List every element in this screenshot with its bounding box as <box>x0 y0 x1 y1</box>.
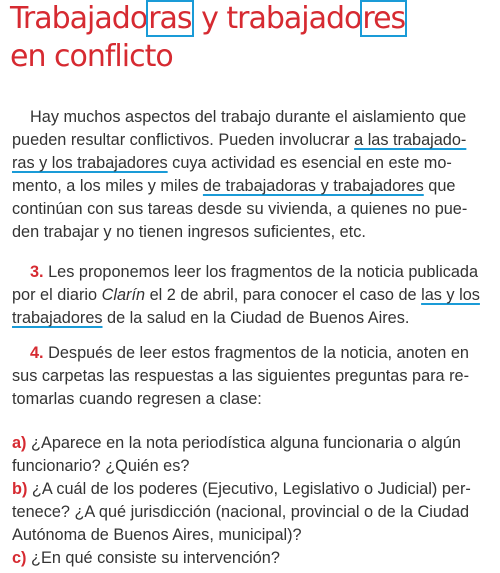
text-span: por el diario <box>12 286 102 304</box>
question-a <box>12 432 488 455</box>
text-line: sus carpetas las respuestas a las siguientes preguntas para re- <box>12 367 470 385</box>
text-span: mento, a los miles y miles <box>12 177 203 195</box>
activity-3 <box>12 261 488 330</box>
intro-paragraph <box>12 106 488 244</box>
activity-4 <box>12 342 488 411</box>
text-span: cuya actividad es esencial en este mo- <box>167 154 452 172</box>
question-letter: c) <box>12 549 27 567</box>
text-line: den trabajar y no tienen ingresos suficientes, etc. <box>12 223 366 241</box>
questions-list <box>12 432 488 570</box>
text-line: Hay muchos aspectos del trabajo durante el aislamiento que <box>30 108 467 126</box>
gender-ending-box: res <box>362 1 406 36</box>
text-span: ¿A cuál de los poderes (Ejecutivo, Legislativo o Judicial) per- <box>27 480 471 498</box>
text-span: ¿Aparece en la nota periodística alguna funcionaria o algún <box>26 434 461 452</box>
text-span: de la salud en la Ciudad de Buenos Aires. <box>102 309 410 327</box>
gender-ending-box: ras <box>148 1 192 36</box>
highlighted-phrase: de trabajadoras y trabajadores <box>202 177 424 195</box>
text-span: Después de leer estos fragmentos de la noticia, anoten en <box>43 344 469 362</box>
text-span: Les proponemos leer los fragmentos de la noticia publicada <box>43 263 479 281</box>
title-line-2: en conflicto <box>10 39 173 74</box>
text-line <box>12 152 488 175</box>
text-line <box>12 342 488 365</box>
title-line-1 <box>10 0 406 38</box>
text-line: Autónoma de Buenos Aires, municipal)? <box>12 526 302 544</box>
question-letter: b) <box>12 480 28 498</box>
text-line <box>12 284 488 307</box>
question-b <box>12 478 488 501</box>
text-span: pueden resultar conflictivos. Pueden involucrar <box>12 131 355 149</box>
text-span: el 2 de abril, para conocer el caso de <box>145 286 422 304</box>
text-span: que <box>423 177 456 195</box>
highlighted-phrase: ras y los trabajadores <box>12 154 168 172</box>
question-c <box>12 547 488 570</box>
title-text: y trabajado <box>192 1 362 36</box>
highlighted-phrase: las y los <box>421 286 480 304</box>
page-title <box>10 0 406 76</box>
text-line: funcionario? ¿Quién es? <box>12 457 190 475</box>
activity-number: 3. <box>30 263 44 281</box>
text-line: continúan con sus tareas desde su vivienda, a quienes no pue- <box>12 200 468 218</box>
highlighted-phrase: trabajadores <box>12 309 103 327</box>
text-line: tenece? ¿A qué jurisdicción (nacional, provincial o de la Ciudad <box>12 503 470 521</box>
newspaper-name: Clarín <box>101 286 146 304</box>
text-line <box>12 307 488 330</box>
text-line: tomarlas cuando regresen a clase: <box>12 390 262 408</box>
highlighted-phrase: a las trabajado- <box>354 131 467 149</box>
text-line <box>12 129 488 152</box>
text-line <box>12 175 488 198</box>
text-line <box>12 261 488 284</box>
title-text: Trabajado <box>10 1 148 36</box>
activity-number: 4. <box>30 344 44 362</box>
question-letter: a) <box>12 434 27 452</box>
text-span: ¿En qué consiste su intervención? <box>26 549 280 567</box>
